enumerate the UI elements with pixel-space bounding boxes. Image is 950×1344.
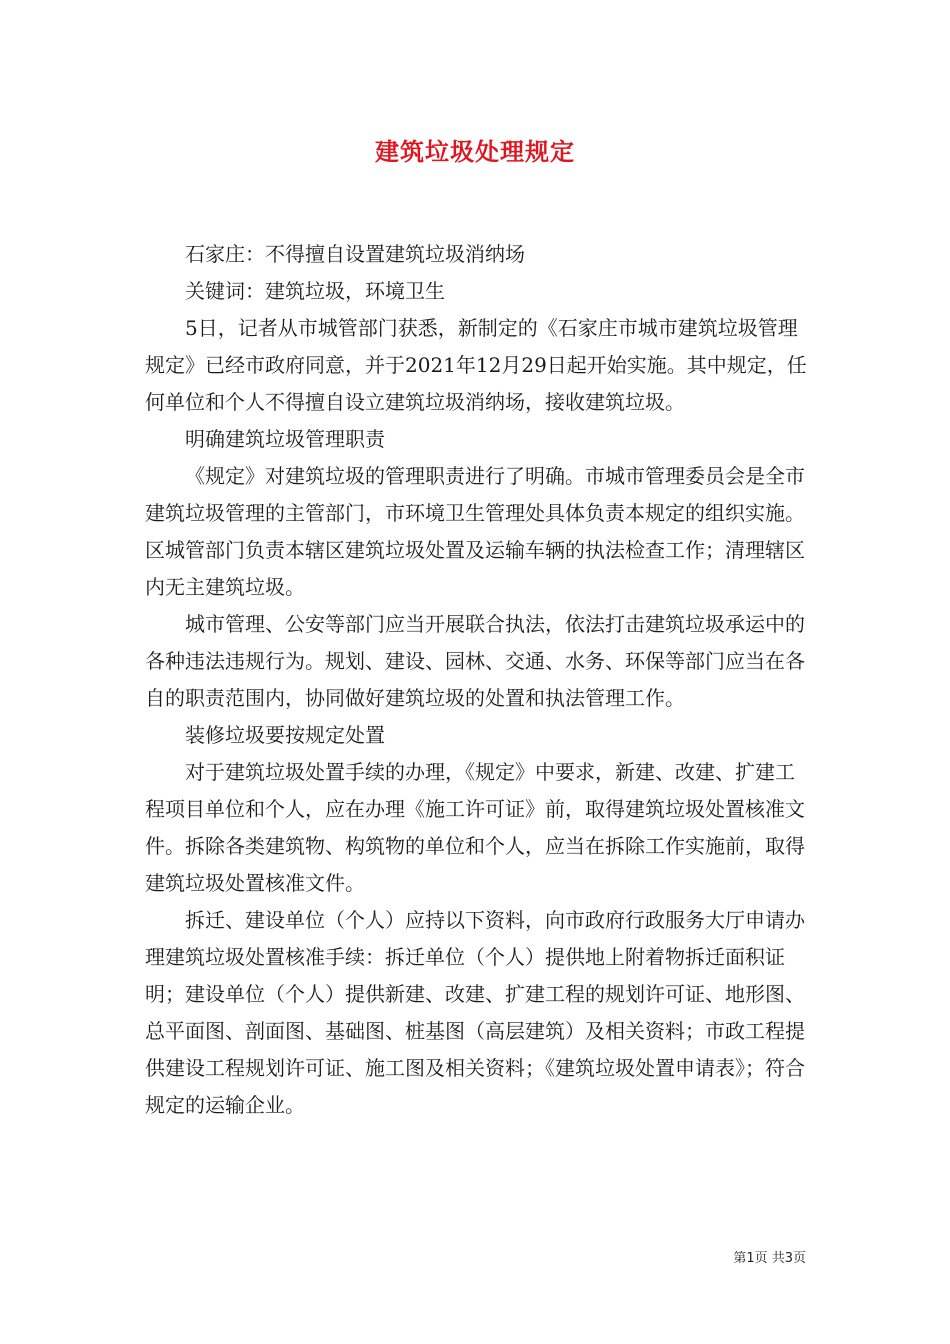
document-title: 建筑垃圾处理规定	[375, 137, 575, 166]
document-body	[145, 236, 810, 1124]
section-heading: 装修垃圾要按规定处置	[185, 723, 385, 747]
body-paragraph: 对于建筑垃圾处置手续的办理，《规定》中要求，新建、改建、扩建工程项目单位和个人，应在办理《施工许可证》前，取得建筑垃圾处置核准文件。拆除各类建筑物、构筑物的单位和个人，应当在拆除工作实施前，取得建筑垃圾处置核准文件。	[145, 760, 805, 895]
keywords-paragraph: 关键词：建筑垃圾，环境卫生	[185, 279, 445, 303]
section-heading: 明确建筑垃圾管理职责	[185, 427, 385, 451]
body-paragraph: 城市管理、公安等部门应当开展联合执法，依法打击建筑垃圾承运中的各种违法违规行为。规划、建设、园林、交通、水务、环保等部门应当在各自的职责范围内，协同做好建筑垃圾的处置和执法管理工作。	[145, 612, 805, 710]
page-number: 第1页 共3页	[733, 1251, 806, 1266]
body-paragraph: 《规定》对建筑垃圾的管理职责进行了明确。市城市管理委员会是全市建筑垃圾管理的主管部门，市环境卫生管理处具体负责本规定的组织实施。区城管部门负责本辖区建筑垃圾处置及运输车辆的执法检查工作；清理辖区内无主建筑垃圾。	[145, 464, 805, 599]
body-paragraph: 5日，记者从市城管部门获悉，新制定的《石家庄市城市建筑垃圾管理规定》已经市政府同意，并于2021年12月29日起开始实施。其中规定，任何单位和个人不得擅自设立建筑垃圾消纳场，接收建筑垃圾。	[145, 316, 807, 414]
body-paragraph: 拆迁、建设单位（个人）应持以下资料，向市政府行政服务大厅申请办理建筑垃圾处置核准手续：拆迁单位（个人）提供地上附着物拆迁面积证明；建设单位（个人）提供新建、改建、扩建工程的规划许可证、地形图、总平面图、剖面图、基础图、桩基图（高层建筑）及相关资料；市政工程提供建设工程规划许可证、施工图及相关资料；《建筑垃圾处置申请表》；符合规定的运输企业。	[145, 908, 805, 1117]
subtitle-paragraph: 石家庄：不得擅自设置建筑垃圾消纳场	[185, 242, 525, 266]
